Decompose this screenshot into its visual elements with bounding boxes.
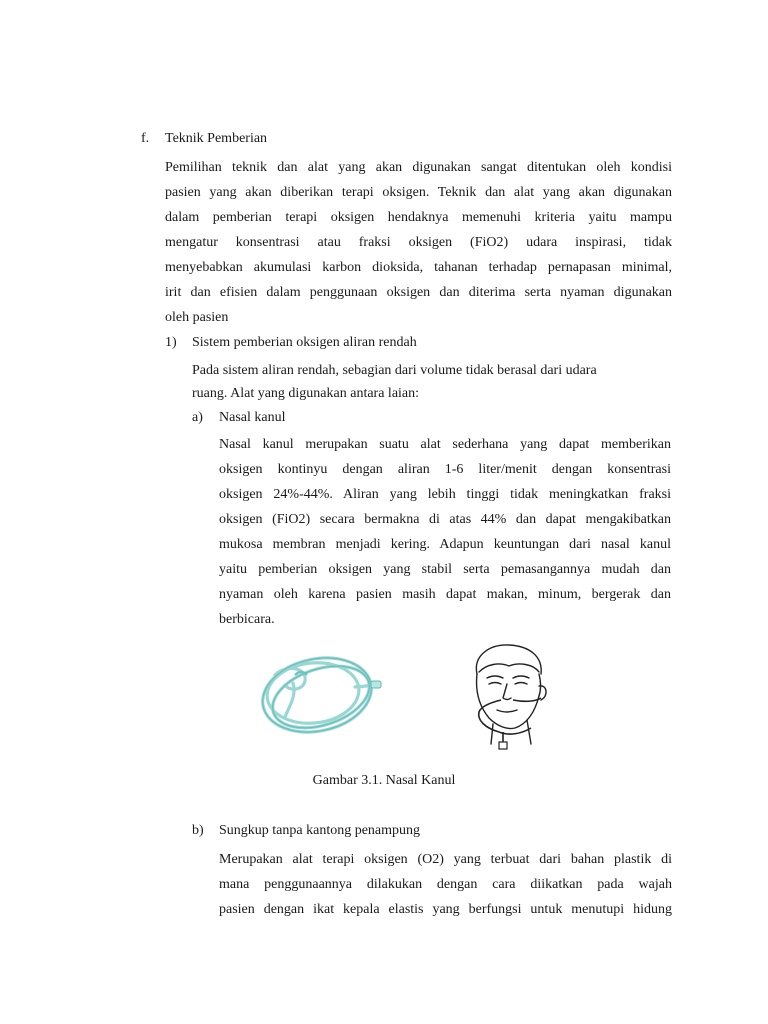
item-a-marker: a) [192, 410, 203, 425]
item-1-marker: 1) [165, 335, 177, 350]
face-with-nasal-cannula-image [465, 640, 555, 750]
nasal-cannula-tubing-image [255, 645, 385, 745]
paragraph-line: irit dan efisien dalam penggunaan oksigen dan diterima serta nyaman digunakan [165, 285, 672, 300]
paragraph-line: Merupakan alat terapi oksigen (O2) yang terbuat dari bahan plastik di [219, 852, 672, 867]
paragraph-line: mengatur konsentrasi atau fraksi oksigen (FiO2) udara inspirasi, tidak [165, 235, 672, 250]
paragraph-line: mana penggunaannya dilakukan dengan cara diikatkan pada wajah [219, 877, 672, 892]
item-a-heading: Nasal kanul [219, 410, 286, 425]
paragraph-line: oleh pasien [165, 310, 229, 325]
item-b-marker: b) [192, 823, 204, 838]
paragraph-line: menyebabkan akumulasi karbon dioksida, tahanan terhadap pernapasan minimal, [165, 260, 672, 275]
paragraph-line: dalam pemberian terapi oksigen hendaknya memenuhi kriteria yaitu mampu [165, 210, 672, 225]
paragraph-line: Pemilihan teknik dan alat yang akan digunakan sangat ditentukan oleh kondisi [165, 160, 672, 175]
section-f-heading: Teknik Pemberian [165, 131, 268, 146]
paragraph-line: pasien dengan ikat kepala elastis yang berfungsi untuk menutupi hidung [219, 902, 672, 917]
paragraph-line: oksigen 24%-44%. Aliran yang lebih tinggi tidak meningkatkan fraksi [219, 487, 671, 502]
paragraph-line: berbicara. [219, 612, 275, 627]
paragraph-line: Pada sistem aliran rendah, sebagian dari volume tidak berasal dari udara [192, 363, 597, 378]
item-1-heading: Sistem pemberian oksigen aliran rendah [192, 335, 417, 350]
item-b-heading: Sungkup tanpa kantong penampung [219, 823, 421, 838]
paragraph-line: yaitu pemberian oksigen yang stabil serta pemasangannya mudah dan [219, 562, 671, 577]
paragraph-line: oksigen kontinyu dengan aliran 1-6 liter/menit dengan konsentrasi [219, 462, 671, 477]
paragraph-line: nyaman oleh karena pasien masih dapat makan, minum, bergerak dan [219, 587, 671, 602]
paragraph-line: oksigen (FiO2) secara bermakna di atas 44% dan dapat mengakibatkan [219, 512, 671, 527]
paragraph-line: Nasal kanul merupakan suatu alat sederhana yang dapat memberikan [219, 437, 671, 452]
section-f-marker: f. [141, 131, 150, 146]
paragraph-line: pasien yang akan diberikan terapi oksigen. Teknik dan alat yang akan digunakan [165, 185, 672, 200]
figure-caption: Gambar 3.1. Nasal Kanul [312, 773, 456, 788]
paragraph-line: mukosa membran menjadi kering. Adapun keuntungan dari nasal kanul [219, 537, 671, 552]
paragraph-line: ruang. Alat yang digunakan antara laian: [192, 386, 420, 401]
